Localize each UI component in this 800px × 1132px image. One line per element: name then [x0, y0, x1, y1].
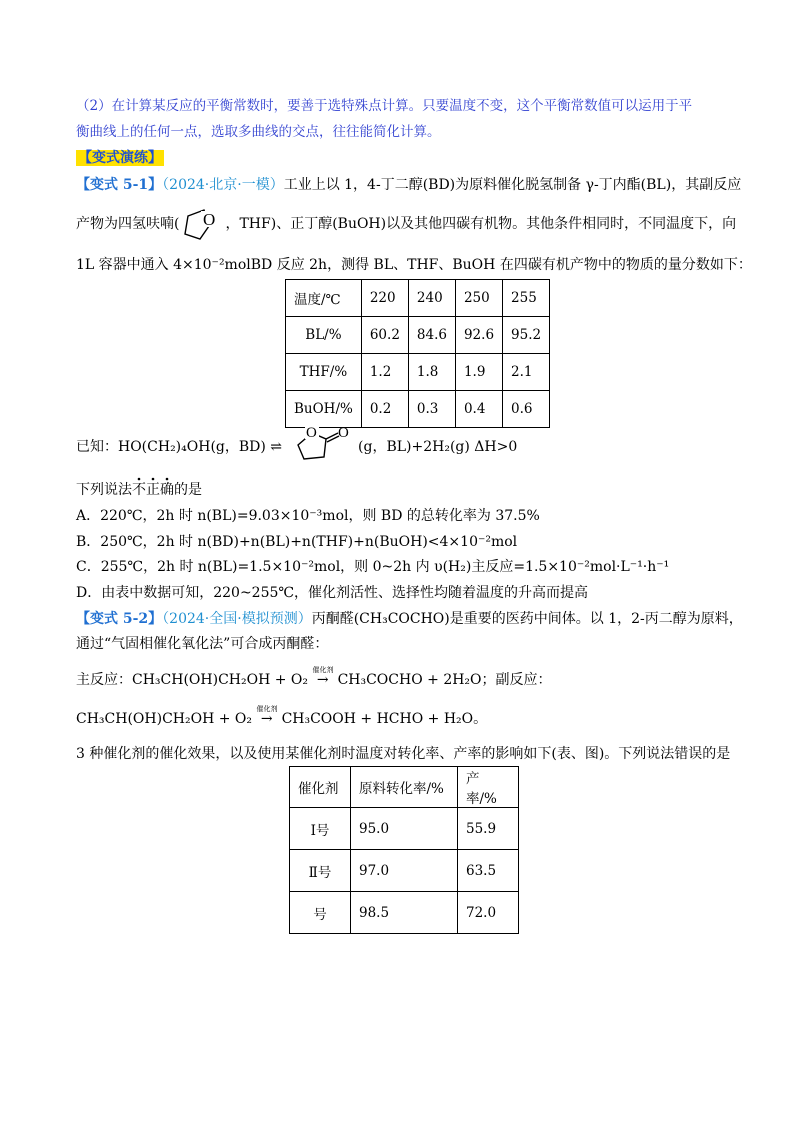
table-cell: 60.2	[361, 317, 408, 354]
table-cell: BL/%	[286, 317, 362, 354]
q1-line-1	[76, 175, 741, 195]
table-cell: 250	[455, 280, 502, 317]
prompt-a: 下列说法	[76, 482, 132, 498]
table-cell: 95.2	[503, 317, 550, 354]
q1-known	[76, 425, 518, 457]
table-cell: 1.2	[361, 354, 408, 391]
q1-prompt	[76, 480, 202, 500]
bl-ring-o: O	[306, 425, 317, 441]
table-cell: THF/%	[286, 354, 362, 391]
section-title: 【变式演练】	[78, 150, 162, 166]
table-cell: 240	[408, 280, 455, 317]
table-cell: Ⅱ号	[290, 850, 351, 892]
q2-main-reaction	[76, 666, 552, 690]
q2-intro: 丙酮醛(CH₃COCHO)是重要的医药中间体。以 1，2-丙二醇为原料，	[311, 611, 743, 627]
table-cell: 1.8	[408, 354, 455, 391]
q1-intro: 工业上以 1，4-丁二醇(BD)为原料催化脱氢制备 γ-丁内酯(BL)，其副反应	[283, 177, 742, 193]
table-cell: 0.2	[361, 391, 408, 428]
table-cell: 0.4	[455, 391, 502, 428]
option-c: C．255℃，2h 时 n(BL)=1.5×10⁻²mol，则 0~2h 内 υ(H₂)主反应=1.5×10⁻²mol·L⁻¹·h⁻¹	[76, 559, 670, 575]
q2-table	[289, 766, 519, 934]
table-cell: 产率/%	[458, 767, 519, 808]
q1-line-2	[76, 210, 737, 234]
q1-known-b: (g，BL)+2H₂(g) ΔH>0	[358, 439, 518, 455]
table-row	[290, 808, 519, 850]
tip-line-2: 衡曲线上的任何一点，选取多曲线的交点，往往能简化计算。	[76, 124, 441, 140]
prompt-c: 的是	[174, 482, 202, 498]
table-cell: 0.6	[503, 391, 550, 428]
table-cell: 97.0	[351, 850, 458, 892]
table-cell: 95.0	[351, 808, 458, 850]
thf-o-label: O	[203, 210, 216, 229]
table-cell: 255	[503, 280, 550, 317]
table-cell: 2.1	[503, 354, 550, 391]
main-lhs: CH₃CH(OH)CH₂OH + O₂	[132, 672, 309, 688]
main-rhs: CH₃COCHO + 2H₂O；副反应：	[337, 672, 552, 688]
main-label: 主反应：	[76, 672, 132, 688]
table-cell: 催化剂	[290, 767, 351, 808]
table-cell: 63.5	[458, 850, 519, 892]
q1-table-header	[286, 280, 550, 317]
side-arrow: 催化剂 →	[256, 709, 277, 729]
q2-line-1	[76, 609, 743, 629]
side-rhs: CH₃COOH + HCHO + H₂O。	[281, 711, 488, 727]
q1-table	[285, 279, 550, 428]
q1-line-3: 1L 容器中通入 4×10⁻²molBD 反应 2h，测得 BL、THF、BuOH 在四碳有机产物中的物质的量分数如下：	[76, 257, 752, 273]
table-cell: BuOH/%	[286, 391, 362, 428]
q2-line-2: 通过“气固相催化氧化法”可合成丙酮醛：	[76, 636, 329, 652]
side-lhs: CH₃CH(OH)CH₂OH + O₂	[76, 711, 253, 727]
prompt-b: 不正确	[132, 482, 174, 498]
bl-lactone-structure	[282, 421, 358, 465]
option-a: A．220℃，2h 时 n(BL)=9.03×10⁻³mol，则 BD 的总转化率为 37.5%	[76, 508, 540, 524]
table-cell: 1.9	[455, 354, 502, 391]
q2-source: （2024·全国·模拟预测）	[162, 611, 312, 627]
q1-known-a: 已知：HO(CH₂)₄OH(g，BD) ⇌	[76, 439, 283, 455]
bl-carbonyl-o: O	[338, 425, 349, 441]
table-cell: 84.6	[408, 317, 455, 354]
table-cell: 温度/℃	[286, 280, 362, 317]
table-row	[286, 354, 550, 391]
option-d: D．由表中数据可知，220~255℃，催化剂活性、选择性均随着温度的升高而提高	[76, 585, 589, 601]
q2-tag: 【变式 5-2】	[76, 611, 163, 627]
table-cell: Ⅰ号	[290, 808, 351, 850]
tip-line-1: （2）在计算某反应的平衡常数时，要善于选特殊点计算。只要温度不变，这个平衡常数值可以运用于平	[76, 98, 693, 114]
section-title-wrap	[76, 148, 164, 168]
table-row	[290, 850, 519, 892]
table-cell: 98.5	[351, 892, 458, 934]
table-cell: 92.6	[455, 317, 502, 354]
catalyst-label: 催化剂	[256, 705, 278, 713]
table-cell: 55.9	[458, 808, 519, 850]
q2-side-reaction	[76, 705, 488, 729]
table-cell: 0.3	[408, 391, 455, 428]
q1-source: （2024·北京·一模）	[162, 177, 284, 193]
table-row	[290, 892, 519, 934]
q1-tag: 【变式 5-1】	[76, 177, 163, 193]
emphasis-dots	[132, 476, 174, 482]
table-cell: 220	[361, 280, 408, 317]
q2-table-header	[290, 767, 519, 808]
table-cell: 72.0	[458, 892, 519, 934]
emphasis-not-correct	[132, 480, 174, 500]
main-arrow: 催化剂 →	[312, 670, 333, 690]
q1-line2-b: ，THF)、正丁醇(BuOH)以及其他四碳有机物。其他条件相同时，不同温度下，向	[225, 216, 737, 232]
table-cell: 原料转化率/%	[351, 767, 458, 808]
catalyst-label: 催化剂	[312, 666, 334, 674]
option-b: B．250℃，2h 时 n(BD)+n(BL)+n(THF)+n(BuOH)<4×10⁻²mol	[76, 534, 518, 550]
q2-line-5: 3 种催化剂的催化效果，以及使用某催化剂时温度对转化率、产率的影响如下(表、图)。下列说法错误的是	[76, 746, 731, 762]
table-row	[286, 317, 550, 354]
table-cell: 号	[290, 892, 351, 934]
thf-ring-structure	[179, 204, 225, 244]
q1-line2-a: 产物为四氢呋喃(	[76, 216, 180, 232]
